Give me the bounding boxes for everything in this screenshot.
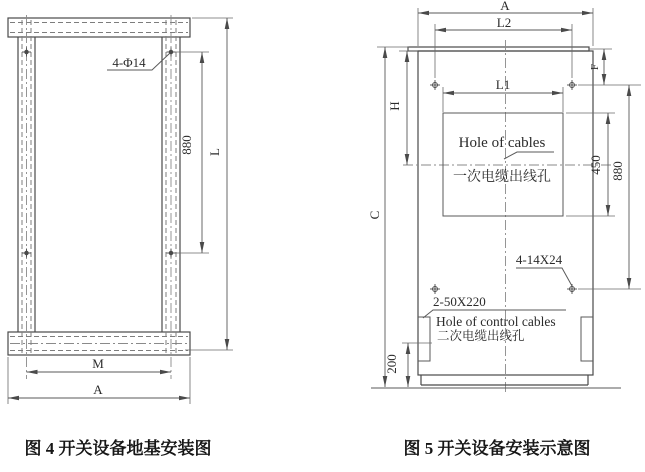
fig5-plinth [371, 375, 621, 388]
fig4-dim-L-label: L [207, 148, 222, 156]
cable-hole-label-en: Hole of cables [458, 135, 546, 151]
fig5-dim-H-label: H [387, 101, 402, 111]
fig4-dim-M [27, 356, 172, 372]
fig5-dim-C-label: C [367, 210, 382, 220]
fig5-caption: 图 5 开关设备安装示意图 [403, 439, 591, 458]
fig4-dim-A-label: A [93, 382, 103, 397]
fig4-bottom-member [8, 332, 190, 355]
fig5-cabinet-diagram [367, 0, 641, 458]
control-hole-label-en: Hole of control cables [436, 314, 556, 329]
fig5-dim-200-label: 200 [384, 354, 399, 374]
hole-mark [22, 249, 31, 258]
fig5-dim-880-label: 880 [610, 161, 625, 181]
fig5-dim-C [367, 47, 409, 387]
hole-mark [430, 284, 440, 294]
fig5-cable-hole [443, 113, 563, 216]
fig5-control-slot-label: 2-50X220 [433, 294, 486, 309]
fig5-dim-L1-label: L1 [495, 77, 511, 92]
fig5-slot-callout [516, 252, 572, 286]
fig5-dim-450-label: 450 [588, 155, 603, 175]
fig4-right-rail [162, 15, 180, 379]
fig5-dim-450 [566, 113, 615, 216]
fig5-dim-880 [578, 85, 641, 289]
fig5-dim-H [387, 51, 418, 165]
cable-hole-label-zh: 一次电缆出线孔 [453, 170, 551, 185]
fig4-dim-880-label: 880 [179, 135, 194, 155]
fig4-dim-L [185, 18, 233, 350]
hole-mark [167, 249, 176, 258]
fig5-dim-F-label: F [589, 63, 601, 71]
hole-mark [567, 80, 577, 90]
fig5-dim-L1 [443, 77, 563, 112]
fig5-control-callout [423, 294, 566, 343]
fig4-foundation-diagram [8, 15, 233, 458]
fig5-dim-A-label: A [500, 0, 510, 13]
fig5-slot-label: 4-14X24 [515, 252, 563, 267]
fig4-hole-label: 4-Φ14 [112, 55, 146, 70]
fig4-mount-holes [22, 48, 176, 258]
fig4-top-member [8, 18, 190, 37]
fig5-dim-L2-label: L2 [496, 15, 512, 30]
fig4-left-rail [18, 15, 35, 379]
fig4-dim-M-label: M [92, 356, 104, 371]
fig4-hole-callout [107, 53, 170, 70]
fig5-dim-200 [384, 343, 432, 387]
control-hole-label-zh: 二次电缆出线孔 [437, 329, 525, 343]
fig4-caption: 图 4 开关设备地基安装图 [24, 439, 212, 458]
hole-mark [22, 48, 31, 57]
hole-mark [430, 80, 440, 90]
